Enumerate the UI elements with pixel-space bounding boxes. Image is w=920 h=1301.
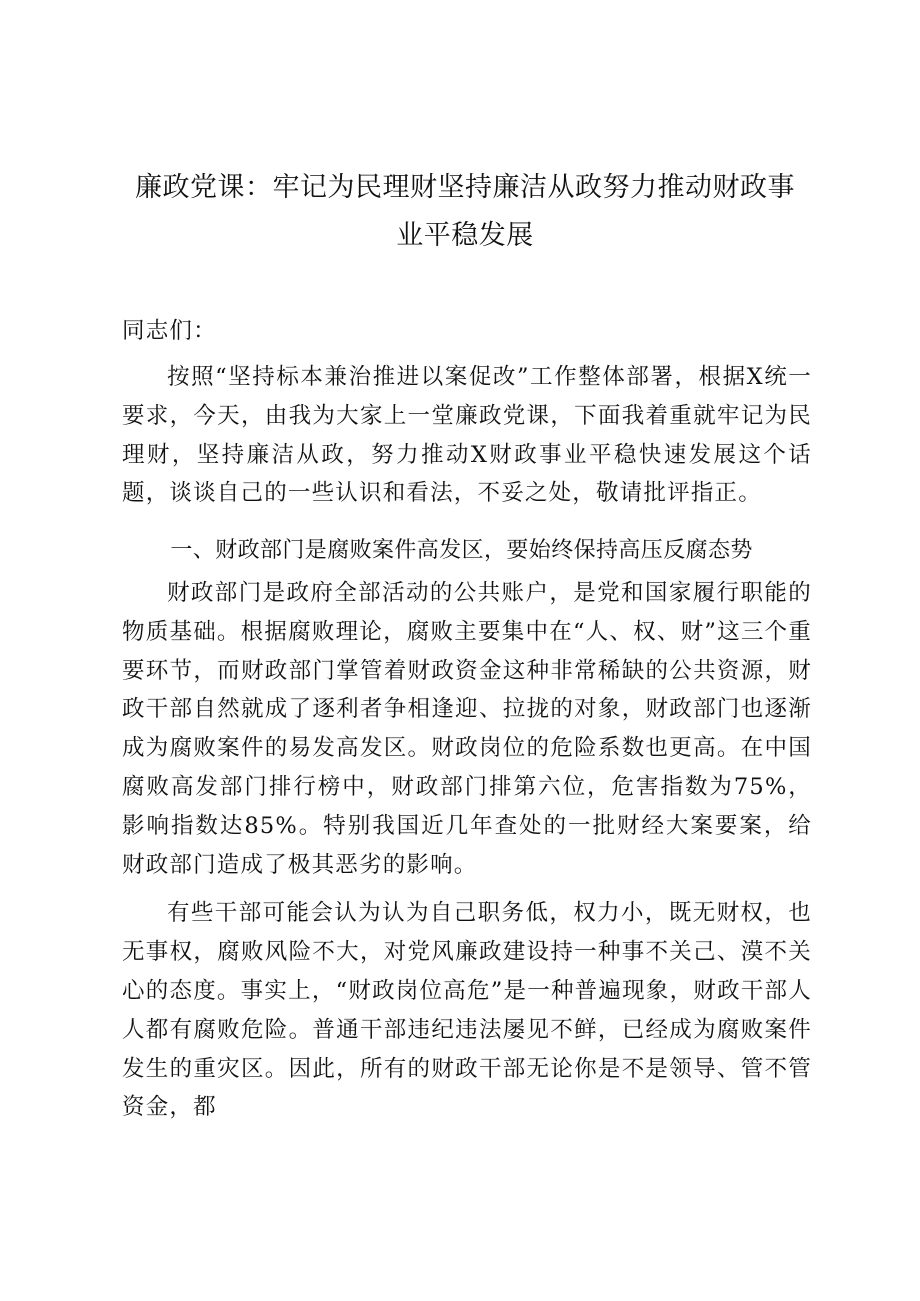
document-title (120, 164, 810, 260)
intro-paragraph: 按照“坚持标本兼治推进以案促改”工作整体部署，根据X统一要求，今天，由我为大家上一堂廉政党课，下面我着重就牢记为民理财，坚持廉洁从政，努力推动X财政事业平稳快速发展这个话题，谈谈自己的一些认识和看法，不妥之处，敬请批评指正。 (122, 364, 812, 507)
title-line-2: 业平稳发展 (396, 220, 534, 251)
section-1-paragraph-1: 财政部门是政府全部活动的公共账户，是党和国家履行职能的物质基础。根据腐败理论，腐败主要集中在“人、权、财”这三个重要环节，而财政部门掌管着财政资金这种非常稀缺的公共资源，财政干部自然就成了逐利者争相逢迎、拉拢的对象，财政部门也逐渐成为腐败案件的易发高发区。财政岗位的危险系数也更高。在中国腐败高发部门排行榜中，财政部门排第六位，危害指数为75%，影响指数达85%。特别我国近几年查处的一批财经大案要案，给财政部门造成了极其恶劣的影响。 (122, 580, 812, 878)
title-line-1: 廉政党课：牢记为民理财坚持廉洁从政努力推动财政事 (135, 172, 795, 203)
salutation: 同志们： (122, 318, 217, 344)
intro-section (122, 358, 812, 513)
section-1-body (122, 574, 812, 1127)
section-1-heading: 一、财政部门是腐败案件高发区，要始终保持高压反腐态势 (170, 538, 753, 563)
section-1-paragraph-2: 有些干部可能会认为认为自己职务低，权力小，既无财权，也无事权，腐败风险不大，对党风廉政建设持一种事不关己、漠不关心的态度。事实上，“财政岗位高危”是一种普遍现象，财政干部人人都有腐败危险。普通干部违纪违法屡见不鲜，已经成为腐败案件发生的重灾区。因此，所有的财政干部无论你是不是领导、管不管资金，都 (122, 900, 812, 1121)
